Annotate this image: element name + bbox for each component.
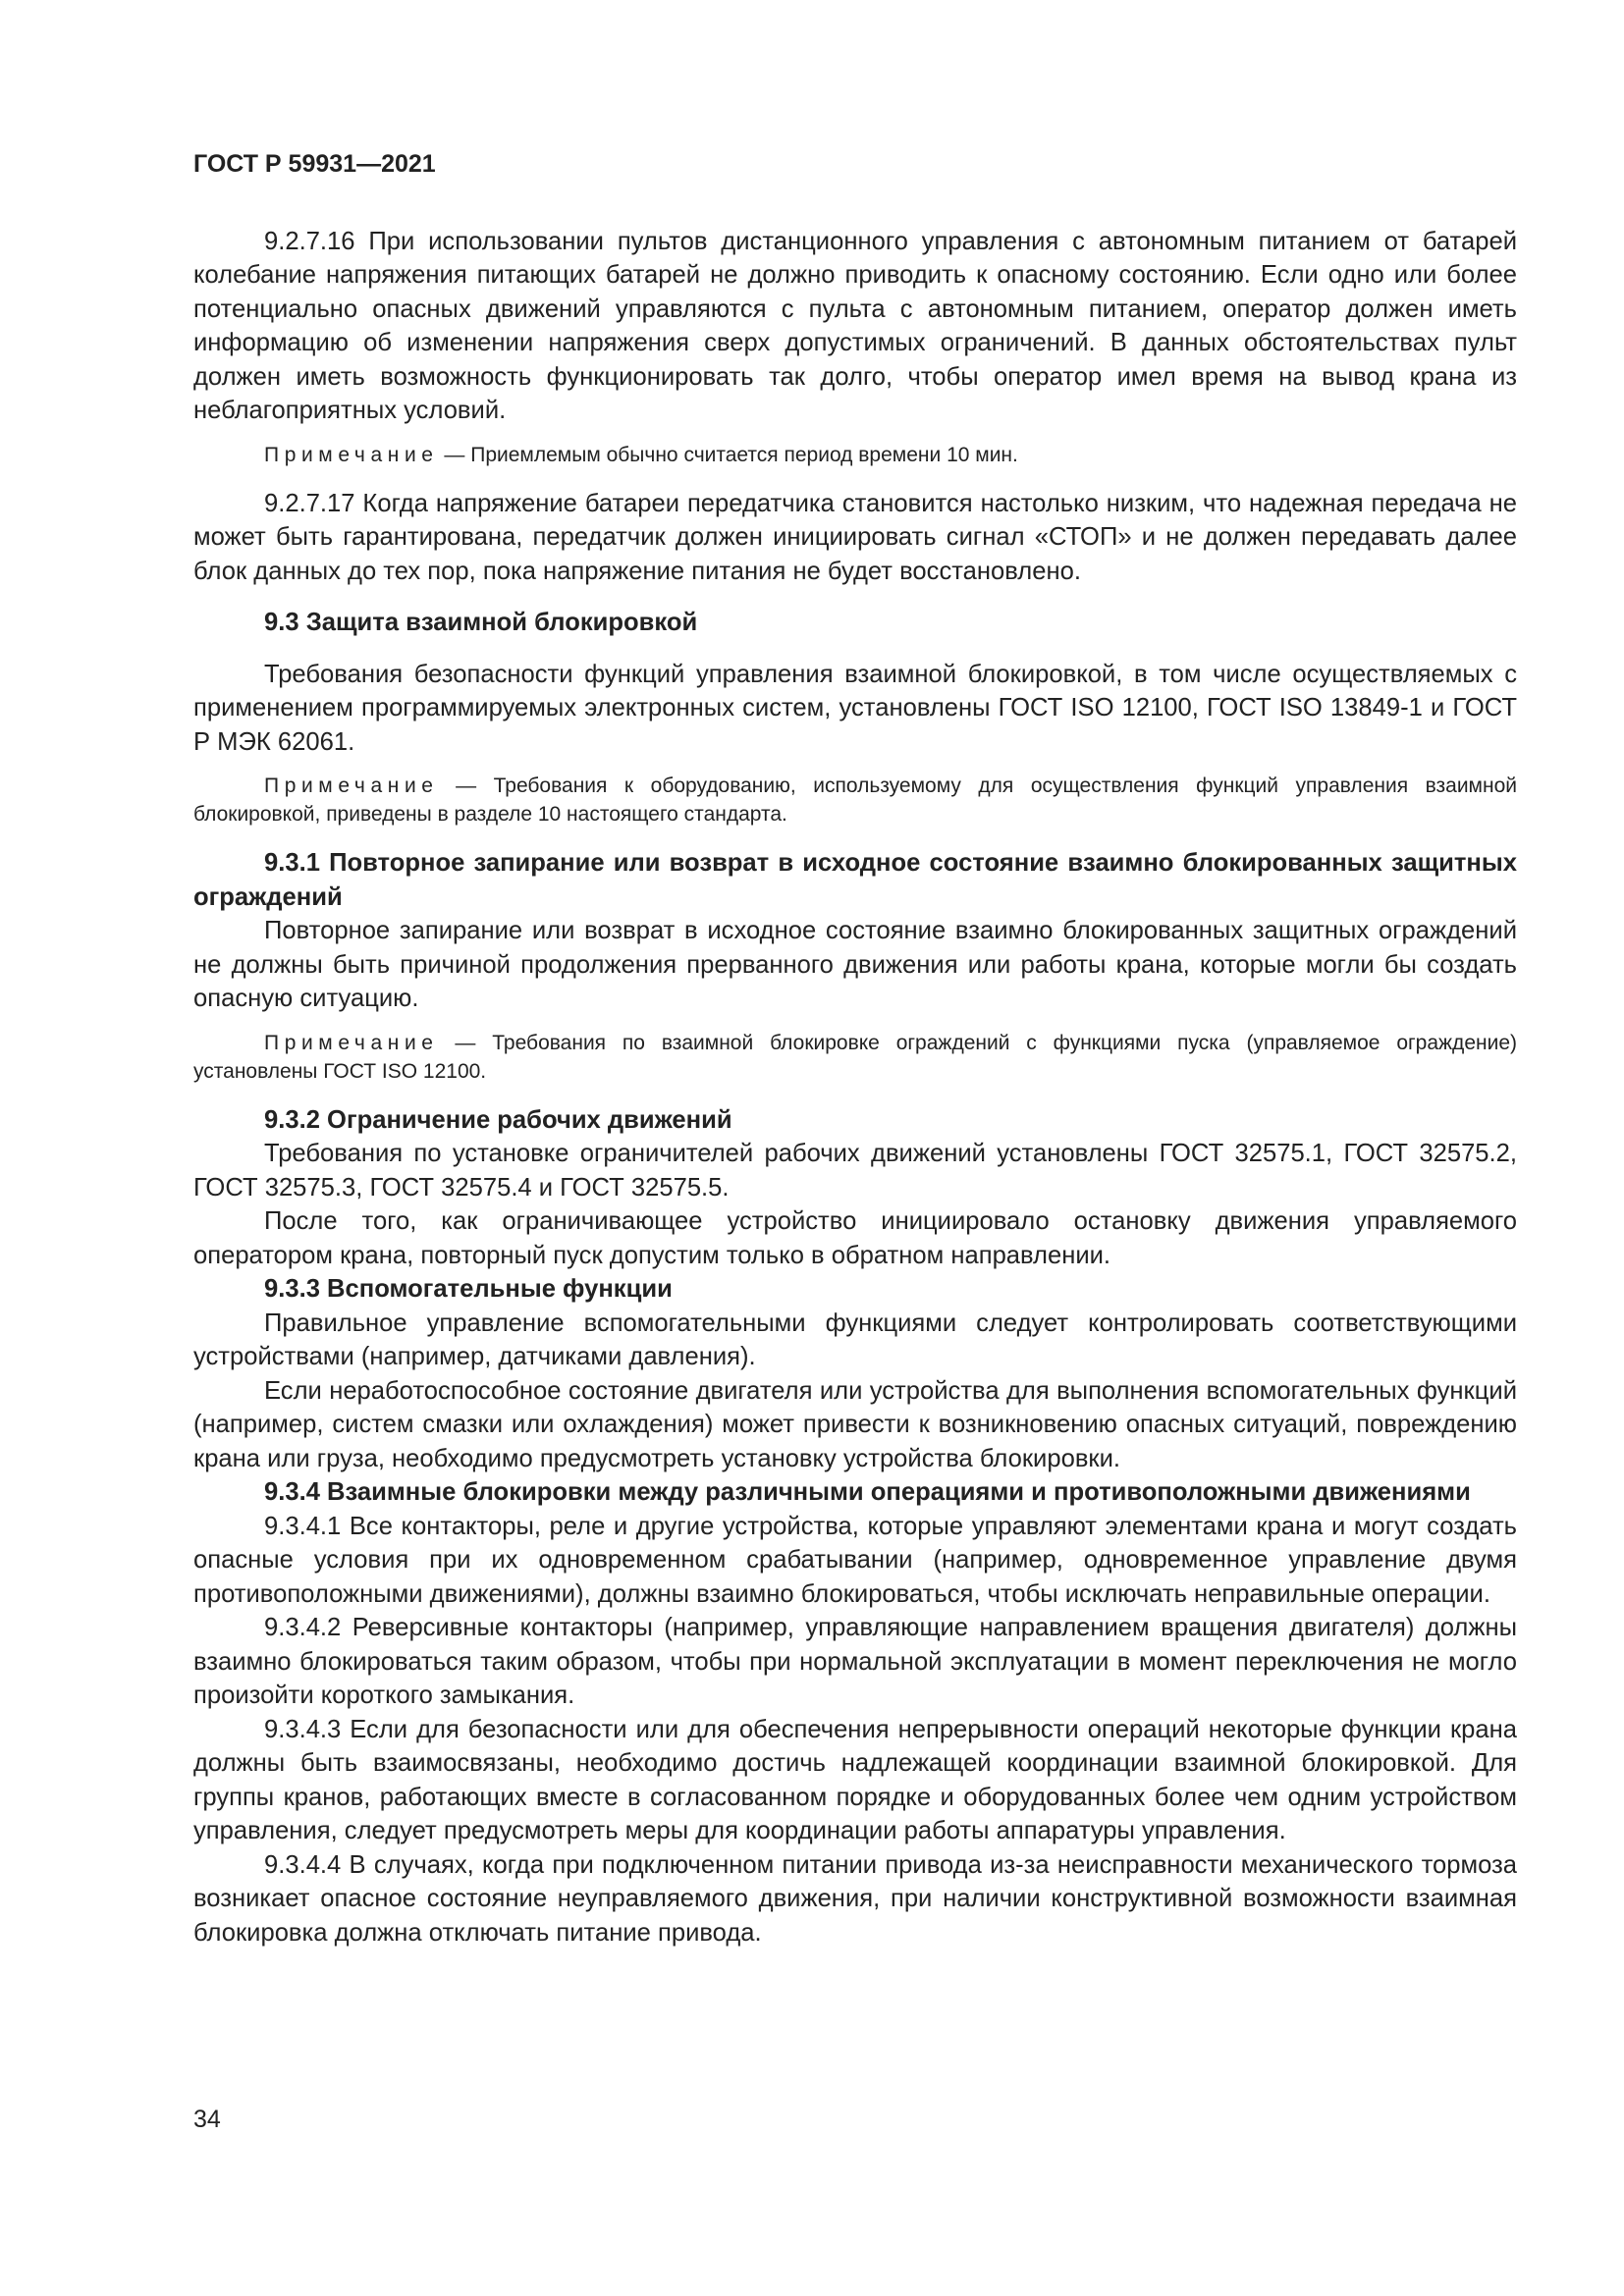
body-paragraph: Если неработоспособное состояние двигателя или устройства для выполнения вспомогательных функций (например, систем смазки или охлаждения) может привести к возникновению опасных ситуаций, повреждению крана или груза, необходимо предусмотреть установку устройства блокировки. xyxy=(193,1376,1517,1472)
section-heading: 9.3 Защита взаимной блокировкой xyxy=(264,609,698,636)
body-paragraph: 9.3.4.1 Все контакторы, реле и другие устройства, которые управляют элементами крана и могут создать опасные условия при их одновременном срабатывании (например, одновременное управление двумя противоположными движениями), должны взаимно блокироваться, чтобы исключать неправильные операции. xyxy=(193,1512,1517,1608)
section-heading: 9.3.4 Взаимные блокировки между различными операциями и противоположными движениями xyxy=(264,1478,1471,1506)
section-heading: 9.3.1 Повторное запирание или возврат в исходное состояние взаимно блокированных защитных ограждений xyxy=(193,849,1517,911)
document-header: ГОСТ Р 59931—2021 xyxy=(193,150,436,178)
body-paragraph: После того, как ограничивающее устройство инициировало остановку движения управляемого оператором крана, повторный пуск допустим только в обратном направлении. xyxy=(193,1207,1517,1269)
body-paragraph: 9.2.7.16 При использовании пультов дистанционного управления с автономным питанием от батарей колебание напряжения питающих батарей не должно приводить к опасному состоянию. Если одно или более потенциально опасных движений управляются с пульта с автономным питанием, оператор должен иметь информацию об изменении напряжения сверх допустимых ограничений. В данных обстоятельствах пульт должен иметь возможность функционировать так долго, чтобы оператор имел время на вывод крана из неблагоприятных условий. xyxy=(193,227,1517,424)
note-label: Примечание xyxy=(264,443,439,466)
page-number: 34 xyxy=(193,2106,221,2133)
note-label: Примечание xyxy=(264,774,439,797)
note-paragraph xyxy=(193,772,1517,828)
body-paragraph: 9.3.4.3 Если для безопасности или для обеспечения непрерывности операций некоторые функции крана должны быть взаимосвязаны, необходимо достичь надлежащей координации взаимной блокировкой. Для группы кранов, работающих вместе в согласованном порядке и оборудованных более чем одним устройством управления, следует предусмотреть меры для координации работы аппаратуры управления. xyxy=(193,1715,1517,1844)
body-paragraph: Требования безопасности функций управления взаимной блокировкой, в том числе осуществляемых с применением программируемых электронных систем, установлены ГОСТ ISO 12100, ГОСТ ISO 13849-1 и ГОСТ Р МЭК 62061. xyxy=(193,660,1517,756)
section-heading: 9.3.2 Ограничение рабочих движений xyxy=(264,1105,732,1134)
document-page xyxy=(193,147,1517,1949)
note-text: — Требования к оборудованию, используемому для осуществления функций управления взаимной блокировкой, приведены в разделе 10 настоящего стандарта. xyxy=(193,774,1517,826)
note-text: — Требования по взаимной блокировке ограждений с функциями пуска (управляемое ограждение) установлены ГОСТ ISO 12100. xyxy=(193,1031,1517,1083)
body-paragraph: Требования по установке ограничителей рабочих движений установлены ГОСТ 32575.1, ГОСТ 32575.2, ГОСТ 32575.3, ГОСТ 32575.4 и ГОСТ 32575.5. xyxy=(193,1140,1517,1201)
note-text: — Приемлемым обычно считается период времени 10 мин. xyxy=(438,443,1018,466)
body-paragraph: 9.2.7.17 Когда напряжение батареи передатчика становится настолько низким, что надежная передача не может быть гарантирована, передатчик должен инициировать сигнал «СТОП» и не должен передавать далее блок данных до тех пор, пока напряжение питания не будет восстановлено. xyxy=(193,489,1517,585)
body-paragraph: 9.3.4.4 В случаях, когда при подключенном питании привода из-за неисправности механического тормоза возникает опасное состояние неуправляемого движения, при наличии конструктивной возможности взаимная блокировка должна отключать питание привода. xyxy=(193,1850,1517,1947)
note-label: Примечание xyxy=(264,1031,439,1054)
body-paragraph: Повторное запирание или возврат в исходное состояние взаимно блокированных защитных ограждений не должны быть причиной продолжения прерванного движения или работы крана, которые могли бы создать опасную ситуацию. xyxy=(193,917,1517,1012)
note-paragraph xyxy=(193,441,1517,469)
body-paragraph: 9.3.4.2 Реверсивные контакторы (например, управляющие направлением вращения двигателя) должны взаимно блокироваться таким образом, чтобы при нормальной эксплуатации в момент переключения не могло произойти короткого замыкания. xyxy=(193,1614,1517,1709)
document-body xyxy=(193,225,1517,1950)
body-paragraph: Правильное управление вспомогательными функциями следует контролировать соответствующими устройствами (например, датчиками давления). xyxy=(193,1308,1517,1370)
section-heading: 9.3.3 Вспомогательные функции xyxy=(264,1275,673,1303)
note-paragraph xyxy=(193,1029,1517,1086)
